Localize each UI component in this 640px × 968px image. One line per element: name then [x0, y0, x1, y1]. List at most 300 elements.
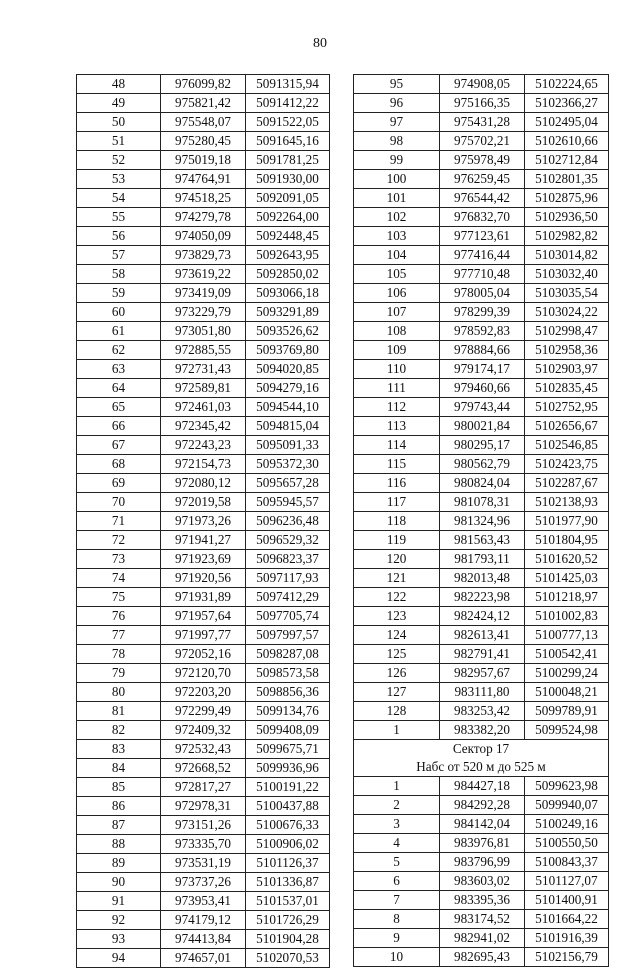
y-coordinate-cell: 5099408,09	[246, 721, 330, 740]
point-number-cell: 110	[354, 360, 440, 379]
y-coordinate-cell: 5099936,96	[246, 759, 330, 778]
point-number-cell: 70	[77, 493, 161, 512]
y-coordinate-cell: 5101002,83	[525, 607, 609, 626]
y-coordinate-cell: 5102138,93	[525, 493, 609, 512]
table-row	[354, 929, 609, 948]
table-row	[77, 721, 330, 740]
table-row	[77, 398, 330, 417]
y-coordinate-cell: 5092643,95	[246, 246, 330, 265]
x-coordinate-cell: 983253,42	[440, 702, 525, 721]
y-coordinate-cell: 5102801,35	[525, 170, 609, 189]
x-coordinate-cell: 974279,78	[161, 208, 246, 227]
point-number-cell: 74	[77, 569, 161, 588]
table-row	[354, 664, 609, 683]
y-coordinate-cell: 5101726,29	[246, 911, 330, 930]
table-row	[77, 911, 330, 930]
y-coordinate-cell: 5096529,32	[246, 531, 330, 550]
point-number-cell: 67	[77, 436, 161, 455]
table-row	[77, 208, 330, 227]
point-number-cell: 84	[77, 759, 161, 778]
table-row	[354, 474, 609, 493]
table-row	[77, 607, 330, 626]
table-row	[77, 417, 330, 436]
x-coordinate-cell: 971923,69	[161, 550, 246, 569]
table-row	[354, 398, 609, 417]
y-coordinate-cell: 5091930,00	[246, 170, 330, 189]
x-coordinate-cell: 982424,12	[440, 607, 525, 626]
x-coordinate-cell: 983976,81	[440, 834, 525, 853]
table-row	[354, 872, 609, 891]
y-coordinate-cell: 5102423,75	[525, 455, 609, 474]
point-number-cell: 96	[354, 94, 440, 113]
point-number-cell: 71	[77, 512, 161, 531]
point-number-cell: 66	[77, 417, 161, 436]
table-row	[354, 891, 609, 910]
table-row	[354, 189, 609, 208]
x-coordinate-cell: 979460,66	[440, 379, 525, 398]
point-number-cell: 98	[354, 132, 440, 151]
y-coordinate-cell: 5099789,91	[525, 702, 609, 721]
x-coordinate-cell: 981563,43	[440, 531, 525, 550]
y-coordinate-cell: 5102070,53	[246, 949, 330, 968]
point-number-cell: 60	[77, 303, 161, 322]
x-coordinate-cell: 972080,12	[161, 474, 246, 493]
x-coordinate-cell: 975280,45	[161, 132, 246, 151]
table-row	[354, 721, 609, 740]
point-number-cell: 76	[77, 607, 161, 626]
point-number-cell: 115	[354, 455, 440, 474]
table-row	[77, 303, 330, 322]
y-coordinate-cell: 5093291,89	[246, 303, 330, 322]
x-coordinate-cell: 973051,80	[161, 322, 246, 341]
sector-header-row	[354, 740, 609, 777]
table-row	[77, 189, 330, 208]
x-coordinate-cell: 979174,17	[440, 360, 525, 379]
x-coordinate-cell: 976259,45	[440, 170, 525, 189]
point-number-cell: 122	[354, 588, 440, 607]
point-number-cell: 1	[354, 777, 440, 796]
y-coordinate-cell: 5094815,04	[246, 417, 330, 436]
table-row	[77, 170, 330, 189]
table-row	[77, 474, 330, 493]
point-number-cell: 94	[77, 949, 161, 968]
x-coordinate-cell: 980295,17	[440, 436, 525, 455]
point-number-cell: 73	[77, 550, 161, 569]
point-number-cell: 86	[77, 797, 161, 816]
y-coordinate-cell: 5092448,45	[246, 227, 330, 246]
y-coordinate-cell: 5100676,33	[246, 816, 330, 835]
point-number-cell: 89	[77, 854, 161, 873]
x-coordinate-cell: 972203,20	[161, 683, 246, 702]
table-row	[77, 246, 330, 265]
y-coordinate-cell: 5102610,66	[525, 132, 609, 151]
y-coordinate-cell: 5097412,29	[246, 588, 330, 607]
y-coordinate-cell: 5101400,91	[525, 891, 609, 910]
table-row	[77, 797, 330, 816]
y-coordinate-cell: 5095945,57	[246, 493, 330, 512]
x-coordinate-cell: 975548,07	[161, 113, 246, 132]
y-coordinate-cell: 5091412,22	[246, 94, 330, 113]
point-number-cell: 104	[354, 246, 440, 265]
x-coordinate-cell: 973829,73	[161, 246, 246, 265]
point-number-cell: 114	[354, 436, 440, 455]
x-coordinate-cell: 973335,70	[161, 835, 246, 854]
table-row	[354, 702, 609, 721]
table-row	[354, 208, 609, 227]
y-coordinate-cell: 5100550,50	[525, 834, 609, 853]
y-coordinate-cell: 5102656,67	[525, 417, 609, 436]
x-coordinate-cell: 972019,58	[161, 493, 246, 512]
sector-header-cell	[354, 740, 609, 777]
y-coordinate-cell: 5094279,16	[246, 379, 330, 398]
point-number-cell: 101	[354, 189, 440, 208]
point-number-cell: 109	[354, 341, 440, 360]
x-coordinate-cell: 973619,22	[161, 265, 246, 284]
y-coordinate-cell: 5102875,96	[525, 189, 609, 208]
y-coordinate-cell: 5093526,62	[246, 322, 330, 341]
point-number-cell: 100	[354, 170, 440, 189]
y-coordinate-cell: 5099675,71	[246, 740, 330, 759]
table-row	[77, 873, 330, 892]
point-number-cell: 87	[77, 816, 161, 835]
y-coordinate-cell: 5101904,28	[246, 930, 330, 949]
y-coordinate-cell: 5100299,24	[525, 664, 609, 683]
table-row	[354, 246, 609, 265]
point-number-cell: 2	[354, 796, 440, 815]
sector-title: Сектор 17	[452, 741, 510, 756]
x-coordinate-cell: 974179,12	[161, 911, 246, 930]
x-coordinate-cell: 972052,16	[161, 645, 246, 664]
point-number-cell: 112	[354, 398, 440, 417]
point-number-cell: 56	[77, 227, 161, 246]
point-number-cell: 102	[354, 208, 440, 227]
x-coordinate-cell: 972409,32	[161, 721, 246, 740]
x-coordinate-cell: 972345,42	[161, 417, 246, 436]
y-coordinate-cell: 5101977,90	[525, 512, 609, 531]
point-number-cell: 85	[77, 778, 161, 797]
point-number-cell: 57	[77, 246, 161, 265]
point-number-cell: 50	[77, 113, 161, 132]
x-coordinate-cell: 982013,48	[440, 569, 525, 588]
table-row	[77, 379, 330, 398]
point-number-cell: 63	[77, 360, 161, 379]
x-coordinate-cell: 972978,31	[161, 797, 246, 816]
x-coordinate-cell: 983382,20	[440, 721, 525, 740]
point-number-cell: 120	[354, 550, 440, 569]
x-coordinate-cell: 976544,42	[440, 189, 525, 208]
point-number-cell: 78	[77, 645, 161, 664]
y-coordinate-cell: 5098573,58	[246, 664, 330, 683]
y-coordinate-cell: 5102936,50	[525, 208, 609, 227]
y-coordinate-cell: 5101126,37	[246, 854, 330, 873]
point-number-cell: 107	[354, 303, 440, 322]
table-row	[354, 588, 609, 607]
x-coordinate-cell: 973531,19	[161, 854, 246, 873]
table-row	[77, 113, 330, 132]
y-coordinate-cell: 5099134,76	[246, 702, 330, 721]
point-number-cell: 9	[354, 929, 440, 948]
x-coordinate-cell: 972532,43	[161, 740, 246, 759]
table-row	[354, 75, 609, 94]
point-number-cell: 117	[354, 493, 440, 512]
x-coordinate-cell: 973953,41	[161, 892, 246, 911]
table-row	[354, 645, 609, 664]
x-coordinate-cell: 980021,84	[440, 417, 525, 436]
x-coordinate-cell: 982223,98	[440, 588, 525, 607]
point-number-cell: 108	[354, 322, 440, 341]
x-coordinate-cell: 972668,52	[161, 759, 246, 778]
y-coordinate-cell: 5102982,82	[525, 227, 609, 246]
y-coordinate-cell: 5102495,04	[525, 113, 609, 132]
table-row	[77, 683, 330, 702]
x-coordinate-cell: 972154,73	[161, 455, 246, 474]
y-coordinate-cell: 5091522,05	[246, 113, 330, 132]
x-coordinate-cell: 983796,99	[440, 853, 525, 872]
table-row	[77, 702, 330, 721]
x-coordinate-cell: 973151,26	[161, 816, 246, 835]
point-number-cell: 5	[354, 853, 440, 872]
y-coordinate-cell: 5101425,03	[525, 569, 609, 588]
point-number-cell: 128	[354, 702, 440, 721]
y-coordinate-cell: 5101664,22	[525, 910, 609, 929]
x-coordinate-cell: 982791,41	[440, 645, 525, 664]
table-row	[354, 113, 609, 132]
point-number-cell: 111	[354, 379, 440, 398]
table-row	[354, 341, 609, 360]
point-number-cell: 6	[354, 872, 440, 891]
y-coordinate-cell: 5099940,07	[525, 796, 609, 815]
y-coordinate-cell: 5103032,40	[525, 265, 609, 284]
y-coordinate-cell: 5092264,00	[246, 208, 330, 227]
x-coordinate-cell: 974764,91	[161, 170, 246, 189]
table-row	[354, 360, 609, 379]
table-row	[354, 796, 609, 815]
y-coordinate-cell: 5097117,93	[246, 569, 330, 588]
point-number-cell: 55	[77, 208, 161, 227]
x-coordinate-cell: 971973,26	[161, 512, 246, 531]
point-number-cell: 79	[77, 664, 161, 683]
x-coordinate-cell: 973419,09	[161, 284, 246, 303]
table-row	[354, 94, 609, 113]
point-number-cell: 121	[354, 569, 440, 588]
y-coordinate-cell: 5098856,36	[246, 683, 330, 702]
x-coordinate-cell: 975166,35	[440, 94, 525, 113]
point-number-cell: 92	[77, 911, 161, 930]
x-coordinate-cell: 974908,05	[440, 75, 525, 94]
x-coordinate-cell: 971957,64	[161, 607, 246, 626]
table-row	[77, 645, 330, 664]
x-coordinate-cell: 971931,89	[161, 588, 246, 607]
table-row	[77, 740, 330, 759]
point-number-cell: 127	[354, 683, 440, 702]
y-coordinate-cell: 5097705,74	[246, 607, 330, 626]
point-number-cell: 58	[77, 265, 161, 284]
x-coordinate-cell: 977710,48	[440, 265, 525, 284]
x-coordinate-cell: 980562,79	[440, 455, 525, 474]
point-number-cell: 7	[354, 891, 440, 910]
y-coordinate-cell: 5095372,30	[246, 455, 330, 474]
table-row	[354, 284, 609, 303]
table-row	[77, 322, 330, 341]
table-row	[77, 569, 330, 588]
point-number-cell: 93	[77, 930, 161, 949]
y-coordinate-cell: 5102835,45	[525, 379, 609, 398]
x-coordinate-cell: 978884,66	[440, 341, 525, 360]
y-coordinate-cell: 5093066,18	[246, 284, 330, 303]
x-coordinate-cell: 972299,49	[161, 702, 246, 721]
table-row	[354, 322, 609, 341]
point-number-cell: 97	[354, 113, 440, 132]
y-coordinate-cell: 5101916,39	[525, 929, 609, 948]
point-number-cell: 48	[77, 75, 161, 94]
sector-height-range: Набс от 520 м до 525 м	[416, 759, 546, 774]
point-number-cell: 3	[354, 815, 440, 834]
point-number-cell: 59	[77, 284, 161, 303]
x-coordinate-cell: 972731,43	[161, 360, 246, 379]
x-coordinate-cell: 972817,27	[161, 778, 246, 797]
point-number-cell: 51	[77, 132, 161, 151]
x-coordinate-cell: 983174,52	[440, 910, 525, 929]
point-number-cell: 1	[354, 721, 440, 740]
x-coordinate-cell: 974413,84	[161, 930, 246, 949]
point-number-cell: 106	[354, 284, 440, 303]
point-number-cell: 61	[77, 322, 161, 341]
point-number-cell: 65	[77, 398, 161, 417]
x-coordinate-cell: 974657,01	[161, 949, 246, 968]
table-row	[77, 930, 330, 949]
page-number: 80	[313, 36, 327, 51]
point-number-cell: 124	[354, 626, 440, 645]
point-number-cell: 81	[77, 702, 161, 721]
y-coordinate-cell: 5091645,16	[246, 132, 330, 151]
table-row	[354, 550, 609, 569]
point-number-cell: 8	[354, 910, 440, 929]
y-coordinate-cell: 5101620,52	[525, 550, 609, 569]
point-number-cell: 53	[77, 170, 161, 189]
point-number-cell: 64	[77, 379, 161, 398]
y-coordinate-cell: 5101537,01	[246, 892, 330, 911]
point-number-cell: 83	[77, 740, 161, 759]
x-coordinate-cell: 982695,43	[440, 948, 525, 967]
table-row	[77, 360, 330, 379]
table-row	[354, 170, 609, 189]
y-coordinate-cell: 5093769,80	[246, 341, 330, 360]
table-row	[354, 815, 609, 834]
point-number-cell: 54	[77, 189, 161, 208]
y-coordinate-cell: 5091315,94	[246, 75, 330, 94]
table-row	[354, 683, 609, 702]
x-coordinate-cell: 984427,18	[440, 777, 525, 796]
x-coordinate-cell: 984142,04	[440, 815, 525, 834]
x-coordinate-cell: 973229,79	[161, 303, 246, 322]
table-row	[354, 512, 609, 531]
table-row	[354, 853, 609, 872]
x-coordinate-cell: 971920,56	[161, 569, 246, 588]
point-number-cell: 118	[354, 512, 440, 531]
y-coordinate-cell: 5101804,95	[525, 531, 609, 550]
y-coordinate-cell: 5100906,02	[246, 835, 330, 854]
table-row	[77, 132, 330, 151]
y-coordinate-cell: 5102224,65	[525, 75, 609, 94]
coordinates-table-right-body-top	[354, 75, 609, 740]
x-coordinate-cell: 982613,41	[440, 626, 525, 645]
y-coordinate-cell: 5091781,25	[246, 151, 330, 170]
point-number-cell: 126	[354, 664, 440, 683]
table-row	[77, 550, 330, 569]
point-number-cell: 125	[354, 645, 440, 664]
x-coordinate-cell: 974518,25	[161, 189, 246, 208]
y-coordinate-cell: 5092850,02	[246, 265, 330, 284]
point-number-cell: 116	[354, 474, 440, 493]
table-row	[354, 265, 609, 284]
table-row	[354, 455, 609, 474]
y-coordinate-cell: 5098287,08	[246, 645, 330, 664]
x-coordinate-cell: 981324,96	[440, 512, 525, 531]
y-coordinate-cell: 5103035,54	[525, 284, 609, 303]
y-coordinate-cell: 5095091,33	[246, 436, 330, 455]
y-coordinate-cell: 5096823,37	[246, 550, 330, 569]
x-coordinate-cell: 976832,70	[440, 208, 525, 227]
table-row	[77, 778, 330, 797]
table-row	[77, 151, 330, 170]
table-row	[354, 834, 609, 853]
point-number-cell: 103	[354, 227, 440, 246]
y-coordinate-cell: 5102287,67	[525, 474, 609, 493]
table-row	[77, 436, 330, 455]
coordinates-table-left	[76, 74, 330, 968]
x-coordinate-cell: 981793,11	[440, 550, 525, 569]
x-coordinate-cell: 975978,49	[440, 151, 525, 170]
y-coordinate-cell: 5100191,22	[246, 778, 330, 797]
y-coordinate-cell: 5100249,16	[525, 815, 609, 834]
point-number-cell: 99	[354, 151, 440, 170]
y-coordinate-cell: 5094020,85	[246, 360, 330, 379]
table-row	[77, 94, 330, 113]
point-number-cell: 49	[77, 94, 161, 113]
table-row	[77, 455, 330, 474]
y-coordinate-cell: 5100843,37	[525, 853, 609, 872]
point-number-cell: 72	[77, 531, 161, 550]
x-coordinate-cell: 982957,67	[440, 664, 525, 683]
y-coordinate-cell: 5102998,47	[525, 322, 609, 341]
x-coordinate-cell: 971997,77	[161, 626, 246, 645]
y-coordinate-cell: 5101218,97	[525, 588, 609, 607]
x-coordinate-cell: 983603,02	[440, 872, 525, 891]
x-coordinate-cell: 983395,36	[440, 891, 525, 910]
x-coordinate-cell: 981078,31	[440, 493, 525, 512]
point-number-cell: 88	[77, 835, 161, 854]
y-coordinate-cell: 5101336,87	[246, 873, 330, 892]
table-row	[354, 626, 609, 645]
point-number-cell: 119	[354, 531, 440, 550]
table-row	[77, 493, 330, 512]
table-row	[354, 151, 609, 170]
x-coordinate-cell: 975702,21	[440, 132, 525, 151]
point-number-cell: 10	[354, 948, 440, 967]
x-coordinate-cell: 975019,18	[161, 151, 246, 170]
table-row	[354, 777, 609, 796]
point-number-cell: 62	[77, 341, 161, 360]
point-number-cell: 68	[77, 455, 161, 474]
y-coordinate-cell: 5097997,57	[246, 626, 330, 645]
table-row	[354, 531, 609, 550]
table-row	[77, 75, 330, 94]
x-coordinate-cell: 972589,81	[161, 379, 246, 398]
y-coordinate-cell: 5102712,84	[525, 151, 609, 170]
x-coordinate-cell: 980824,04	[440, 474, 525, 493]
y-coordinate-cell: 5096236,48	[246, 512, 330, 531]
x-coordinate-cell: 983111,80	[440, 683, 525, 702]
